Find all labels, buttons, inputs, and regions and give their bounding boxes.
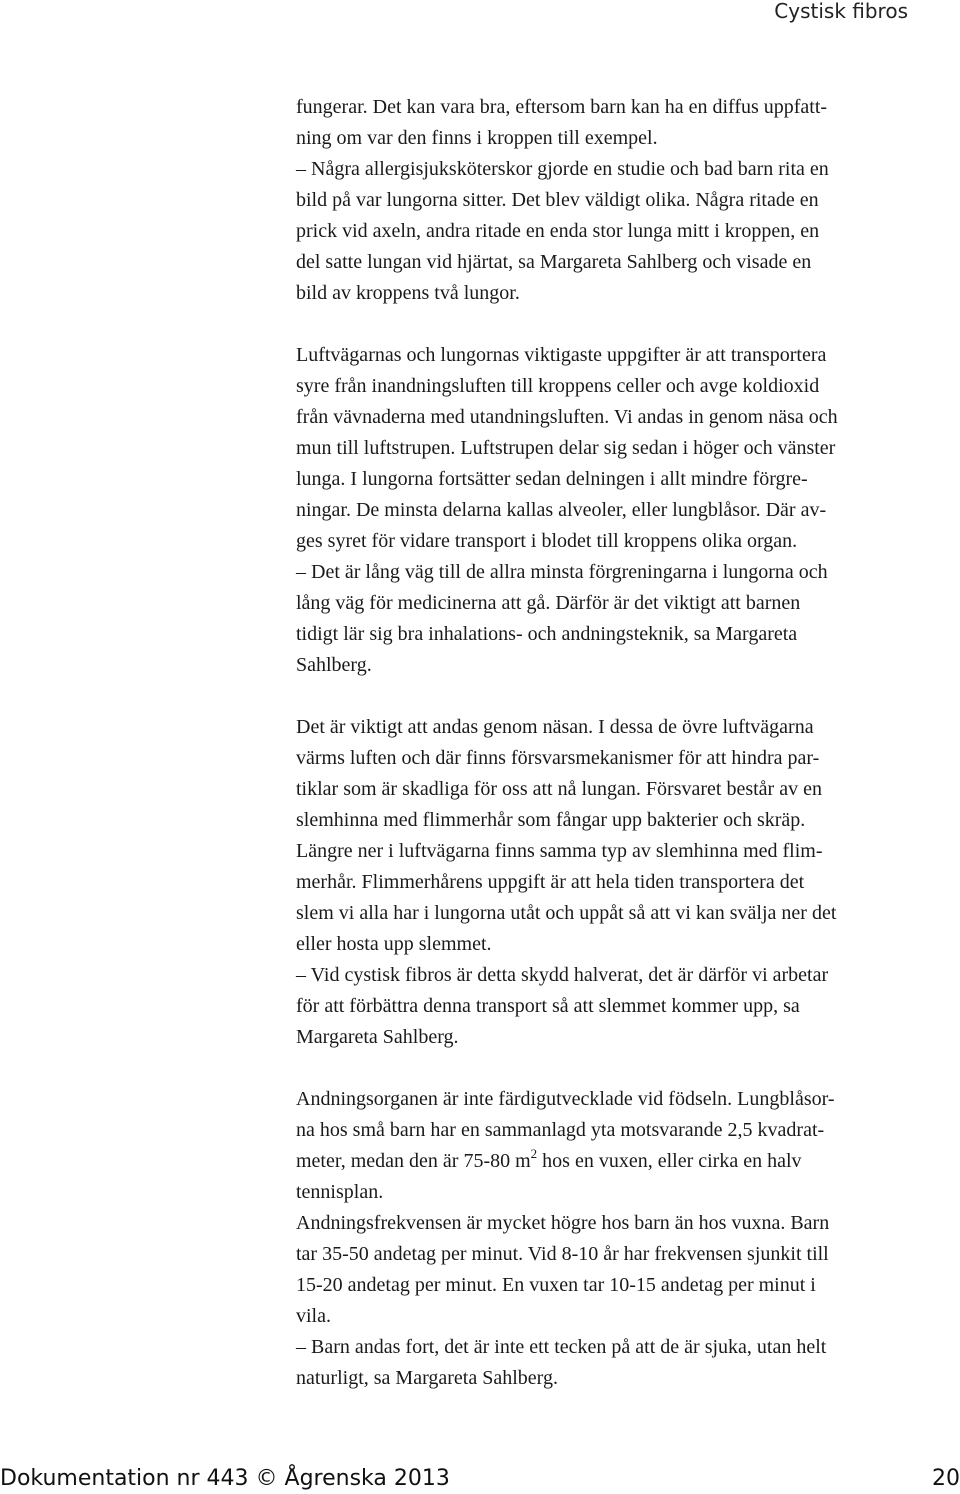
- text-line: – Barn andas fort, det är inte ett tecken på att de är sjuka, utan helt: [296, 1336, 827, 1358]
- text-line: slemhinna med flimmerhår som fångar upp bakterier och skräp.: [296, 809, 806, 831]
- text-line: tiklar som är skadliga för oss att nå lungan. Försvaret består av en: [296, 778, 822, 800]
- text-line: Andningsorganen är inte färdigutvecklade vid födseln. Lungblåsor-: [296, 1088, 835, 1110]
- text-line: naturligt, sa Margareta Sahlberg.: [296, 1367, 558, 1389]
- text-line: Sahlberg.: [296, 654, 372, 676]
- text-line: Margareta Sahlberg.: [296, 1026, 459, 1048]
- footer-publication: Dokumentation nr 443 © Ågrenska 2013: [0, 1466, 450, 1491]
- text-line-with-superscript: [296, 1146, 936, 1177]
- text-fragment: meter, medan den är 75-80 m: [296, 1150, 531, 1172]
- paragraph-3: [296, 712, 936, 1053]
- text-line: prick vid axeln, andra ritade en enda stor lunga mitt i kroppen, en: [296, 220, 820, 242]
- superscript: 2: [530, 1146, 538, 1161]
- running-header-title: Cystisk fibros: [774, 0, 908, 23]
- text-line: ning om var den finns i kroppen till exempel.: [296, 127, 658, 149]
- text-line: värms luften och där finns försvarsmekanismer för att hindra par-: [296, 747, 820, 769]
- text-line: för att förbättra denna transport så att slemmet kommer upp, sa: [296, 995, 800, 1017]
- text-line: tidigt lär sig bra inhalations- och andningsteknik, sa Margareta: [296, 623, 798, 645]
- text-line: lång väg för medicinerna att gå. Därför är det viktigt att barnen: [296, 592, 801, 614]
- text-line: – Det är lång väg till de allra minsta förgreningarna i lungorna och: [296, 561, 828, 583]
- text-line: syre från inandningsluften till kroppens celler och avge koldioxid: [296, 375, 820, 397]
- text-line: ges syret för vidare transport i blodet till kroppens olika organ.: [296, 530, 798, 552]
- text-line: bild av kroppens två lungor.: [296, 282, 520, 304]
- page-number: 20: [932, 1466, 960, 1491]
- text-line: eller hosta upp slemmet.: [296, 933, 492, 955]
- text-line: från vävnaderna med utandningsluften. Vi andas in genom näsa och: [296, 406, 838, 428]
- text-line: lunga. I lungorna fortsätter sedan delningen i allt mindre förgre-: [296, 468, 808, 490]
- text-line: bild på var lungorna sitter. Det blev väldigt olika. Några ritade en: [296, 189, 819, 211]
- text-line: vila.: [296, 1305, 331, 1327]
- text-line: – Några allergisjuksköterskor gjorde en studie och bad barn rita en: [296, 158, 829, 180]
- text-line: Andningsfrekvensen är mycket högre hos barn än hos vuxna. Barn: [296, 1212, 830, 1234]
- text-fragment: hos en vuxen, eller cirka en halv: [537, 1150, 802, 1172]
- text-line: – Vid cystisk fibros är detta skydd halverat, det är därför vi arbetar: [296, 964, 829, 986]
- text-line: 15-20 andetag per minut. En vuxen tar 10-15 andetag per minut i: [296, 1274, 816, 1296]
- text-line: tennisplan.: [296, 1181, 384, 1203]
- text-line: Längre ner i luftvägarna finns samma typ av slemhinna med flim-: [296, 840, 823, 862]
- text-line: ningar. De minsta delarna kallas alveoler, eller lungblåsor. Där av-: [296, 499, 827, 521]
- paragraph-2: [296, 340, 936, 681]
- article-body: [296, 92, 936, 1394]
- text-line: Luftvägarnas och lungornas viktigaste uppgifter är att transportera: [296, 344, 827, 366]
- text-line: Det är viktigt att andas genom näsan. I dessa de övre luftvägarna: [296, 716, 814, 738]
- text-line: mun till luftstrupen. Luftstrupen delar sig sedan i höger och vänster: [296, 437, 836, 459]
- text-line: tar 35-50 andetag per minut. Vid 8-10 år har frekvensen sjunkit till: [296, 1243, 829, 1265]
- text-line: merhår. Flimmerhårens uppgift är att hela tiden transportera det: [296, 871, 805, 893]
- text-line: del satte lungan vid hjärtat, sa Margareta Sahlberg och visade en: [296, 251, 812, 273]
- paragraph-1: [296, 92, 936, 309]
- paragraph-4: [296, 1084, 936, 1394]
- text-line: slem vi alla har i lungorna utåt och uppåt så att vi kan svälja ner det: [296, 902, 837, 924]
- text-line: fungerar. Det kan vara bra, eftersom barn kan ha en diffus uppfatt-: [296, 96, 828, 118]
- text-line: na hos små barn har en sammanlagd yta motsvarande 2,5 kvadrat-: [296, 1119, 825, 1141]
